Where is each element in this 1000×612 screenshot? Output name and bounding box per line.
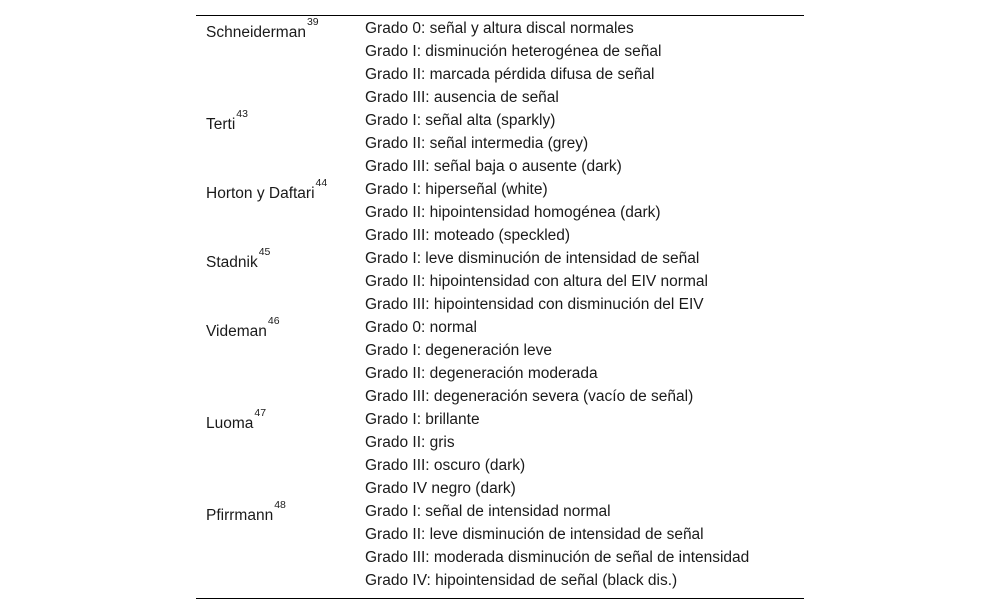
grade-description: Grado I: degeneración leve xyxy=(365,342,552,359)
table-row xyxy=(196,454,804,477)
author-cell xyxy=(196,132,365,155)
table-row xyxy=(196,155,804,178)
table-row xyxy=(196,178,804,201)
grade-description: Grado IV negro (dark) xyxy=(365,480,516,497)
reference-number: 45 xyxy=(258,246,271,258)
grade-description: Grado III: degeneración severa (vacío de señal) xyxy=(365,388,694,405)
table-row xyxy=(196,546,804,569)
table-row xyxy=(196,569,804,592)
reference-number: 44 xyxy=(315,177,328,189)
author-cell xyxy=(196,431,365,454)
author-cell xyxy=(196,63,365,86)
author-cell xyxy=(196,247,365,270)
author-cell xyxy=(196,17,365,40)
reference-number: 47 xyxy=(254,407,267,419)
reference-number: 43 xyxy=(236,108,248,120)
reference-number: 46 xyxy=(267,315,280,327)
grade-description: Grado I: hiperseñal (white) xyxy=(365,181,548,198)
table-row xyxy=(196,477,804,500)
grade-description: Grado I: brillante xyxy=(365,411,480,428)
grade-description: Grado I: señal alta (sparkly) xyxy=(365,112,556,129)
table-row xyxy=(196,247,804,270)
table-row xyxy=(196,17,804,40)
author-cell xyxy=(196,178,365,201)
grade-description: Grado 0: señal y altura discal normales xyxy=(365,20,634,37)
author-name: Terti xyxy=(206,116,236,134)
table-row xyxy=(196,316,804,339)
grade-description: Grado 0: normal xyxy=(365,319,477,336)
grade-description: Grado I: señal de intensidad normal xyxy=(365,503,611,520)
table-row xyxy=(196,431,804,454)
author-cell xyxy=(196,224,365,247)
author-cell xyxy=(196,546,365,569)
author-cell xyxy=(196,270,365,293)
table-row xyxy=(196,63,804,86)
reference-number: 39 xyxy=(306,16,319,28)
table-row xyxy=(196,339,804,362)
author-cell xyxy=(196,293,365,316)
author-cell xyxy=(196,569,365,592)
grade-description: Grado III: oscuro (dark) xyxy=(365,457,526,474)
grade-description: Grado II: señal intermedia (grey) xyxy=(365,135,589,152)
grade-description: Grado III: moderada disminución de señal de intensidad xyxy=(365,549,750,566)
grade-description: Grado III: moteado (speckled) xyxy=(365,227,571,244)
grade-description: Grado I: leve disminución de intensidad de señal xyxy=(365,250,700,267)
table-row xyxy=(196,293,804,316)
grade-description: Grado II: degeneración moderada xyxy=(365,365,598,382)
author-name: Videman xyxy=(206,323,267,341)
author-name: Luoma xyxy=(206,415,254,433)
table-row xyxy=(196,40,804,63)
author-cell xyxy=(196,155,365,178)
table-row xyxy=(196,523,804,546)
author-cell xyxy=(196,385,365,408)
table-row xyxy=(196,362,804,385)
grade-description: Grado II: leve disminución de intensidad de señal xyxy=(365,526,704,543)
author-cell xyxy=(196,454,365,477)
reference-number: 48 xyxy=(274,499,286,511)
table-row xyxy=(196,86,804,109)
author-cell xyxy=(196,408,365,431)
grade-description: Grado III: señal baja o ausente (dark) xyxy=(365,158,622,175)
table-row xyxy=(196,500,804,523)
table-row xyxy=(196,109,804,132)
grade-description: Grado II: gris xyxy=(365,434,455,451)
author-cell xyxy=(196,339,365,362)
author-cell xyxy=(196,201,365,224)
table-row xyxy=(196,132,804,155)
author-cell xyxy=(196,477,365,500)
grade-description: Grado IV: hipointensidad de señal (black dis.) xyxy=(365,572,678,589)
author-cell xyxy=(196,86,365,109)
grade-description: Grado II: hipointensidad homogénea (dark) xyxy=(365,204,661,221)
grade-description: Grado III: ausencia de señal xyxy=(365,89,559,106)
table-row xyxy=(196,270,804,293)
author-cell xyxy=(196,500,365,523)
grade-description: Grado II: marcada pérdida difusa de señal xyxy=(365,66,655,83)
table-row xyxy=(196,408,804,431)
grade-description: Grado I: disminución heterogénea de señal xyxy=(365,43,662,60)
grade-description: Grado III: hipointensidad con disminución del EIV xyxy=(365,296,704,313)
table-row xyxy=(196,224,804,247)
author-name: Horton y Daftari xyxy=(206,185,315,203)
author-cell xyxy=(196,316,365,339)
author-name: Schneiderman xyxy=(206,24,306,42)
author-name: Stadnik xyxy=(206,254,258,272)
author-name: Pfirrmann xyxy=(206,507,274,525)
table-row xyxy=(196,201,804,224)
author-cell xyxy=(196,362,365,385)
author-cell xyxy=(196,109,365,132)
author-cell xyxy=(196,40,365,63)
grade-description: Grado II: hipointensidad con altura del EIV normal xyxy=(365,273,708,290)
table-row xyxy=(196,385,804,408)
classification-table xyxy=(196,15,804,599)
table-body xyxy=(196,17,804,592)
author-cell xyxy=(196,523,365,546)
